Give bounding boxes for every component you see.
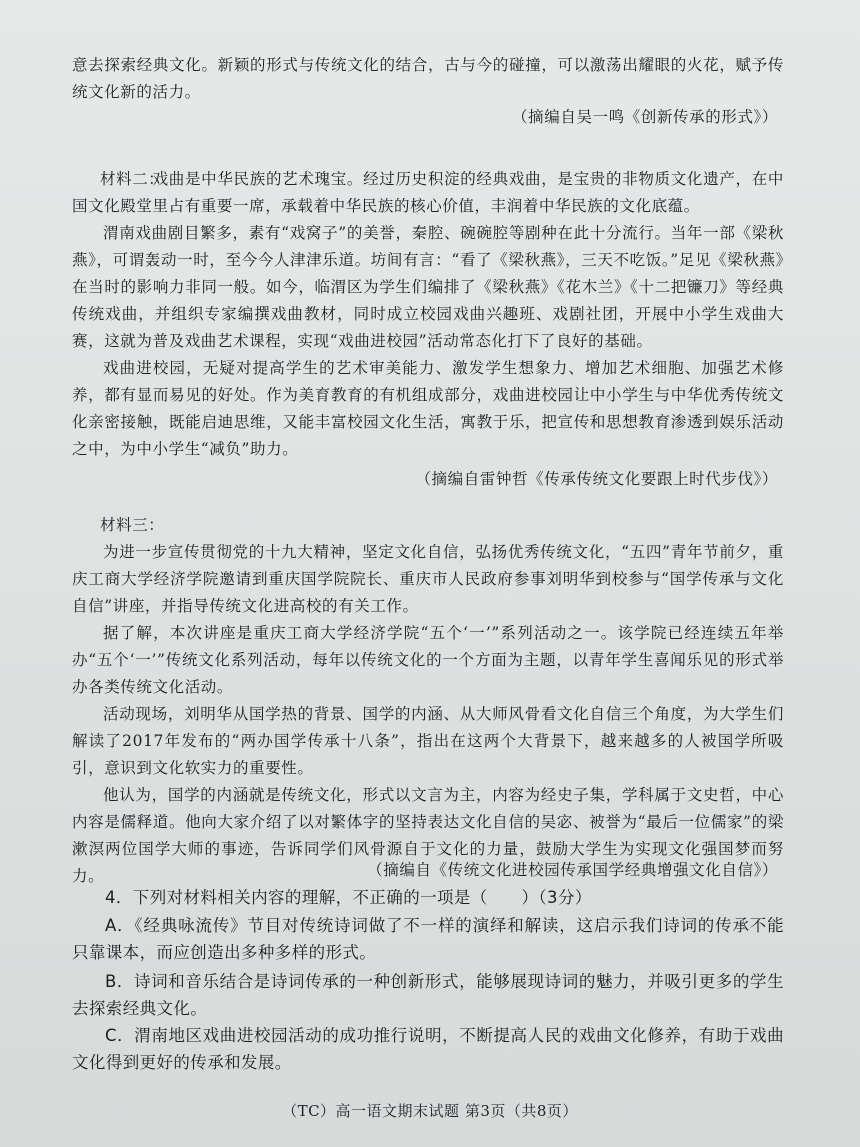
material-3-paragraph-4: 他认为，国学的内涵就是传统文化，形式以文言为主，内容为经史子集，学科属于文史哲，中心内容是儒释道。他向大家介绍了以对繁体字的坚持表达文化自信的吴宓、被誉为“最后一位儒家”的梁漱溟两位国学大师的事迹，告诉同学们风骨源自于文化的力量，鼓励大学生为实现文化强国梦而努力。 bbox=[72, 786, 784, 885]
material-3-paragraph-1: 为进一步宣传贯彻党的十九大精神，坚定文化自信，弘扬优秀传统文化，“五四”青年节前夕，重庆工商大学经济学院邀请到重庆国学院院长、重庆市人民政府参事刘明华到校参与“国学传承与文化自信”讲座，并指导传统文化进高校的有关工作。 bbox=[72, 543, 784, 615]
question-4-stem: 4．下列对材料相关内容的理解，不正确的一项是（ ）（3分） bbox=[105, 888, 592, 907]
question-4-option-c: C．渭南地区戏曲进校园活动的成功推行说明，不断提高人民的戏曲文化修养，有助于戏曲文化得到更好的传承和发展。 bbox=[72, 1026, 784, 1072]
material-3-source: （摘编自《传统文化进校园传承国学经典增强文化自信》） bbox=[367, 861, 778, 879]
material-2-paragraph-1: 戏曲是中华民族的艺术瑰宝。经过历史积淀的经典戏曲，是宝贵的非物质文化遗产，在中国文化殿堂里占有重要一席，承载着中华民族的核心价值，丰润着中华民族的文化底蕴。 bbox=[72, 170, 784, 215]
top-source: （摘编自吴一鸣《创新传承的形式》） bbox=[512, 108, 778, 126]
material-3-label: 材料三： bbox=[100, 516, 165, 534]
question-4-option-a: A．《经典咏流传》节目对传统诗词做了不一样的演绎和解读，这启示我们诗词的传承不能只靠课本，而应创造出多种多样的形式。 bbox=[72, 916, 784, 962]
question-4-option-b: B．诗词和音乐结合是诗词传承的一种创新形式，能够展现诗词的魅力，并吸引更多的学生去探索经典文化。 bbox=[72, 972, 784, 1018]
material-3-paragraph-2: 据了解，本次讲座是重庆工商大学经济学院“五个‘一’”系列活动之一。该学院已经连续五年举办“五个‘一’”传统文化系列活动，每年以传统文化的一个方面为主题，以青年学生喜闻乐见的形式举办各类传统文化活动。 bbox=[72, 624, 784, 696]
material-2-source: （摘编自雷钟哲《传承传统文化要跟上时代步伐》） bbox=[415, 470, 778, 488]
material-2-paragraph-2: 渭南戏曲剧目繁多，素有“戏窝子”的美誉，秦腔、碗碗腔等剧种在此十分流行。当年一部《梁秋燕》，可谓轰动一时，至今今人津津乐道。坊间有言：“看了《梁秋燕》，三天不吃饭。”足见《梁秋燕》在当时的影响力非同一般。如今，临渭区为学生们编排了《梁秋燕》《花木兰》《十二把镰刀》等经典传统戏曲，并组织专家编撰戏曲教材，同时成立校园戏曲兴趣班、戏剧社团，开展中小学生戏曲大赛，这就为普及戏曲艺术课程，实现“戏曲进校园”活动常态化打下了良好的基础。 bbox=[72, 224, 784, 350]
material-3-paragraph-3: 活动现场，刘明华从国学热的背景、国学的内涵、从大师风骨看文化自信三个角度，为大学生们解读了2017年发布的“两办国学传承十八条”，指出在这两个大背景下，越来越多的人被国学所吸引，意识到文化软实力的重要性。 bbox=[72, 705, 784, 777]
top-paragraph: 意去探索经典文化。新颖的形式与传统文化的结合，古与今的碰撞，可以激荡出耀眼的火花，赋予传统文化新的活力。 bbox=[72, 56, 784, 101]
page-footer: （TC）高一语文期末试题 第3页（共8页） bbox=[282, 1102, 578, 1120]
material-2-label: 材料二： bbox=[100, 170, 165, 188]
material-2-paragraph-3: 戏曲进校园，无疑对提高学生的艺术审美能力、激发学生想象力、增加艺术细胞、加强艺术修养，都有显而易见的好处。作为美育教育的有机组成部分，戏曲进校园让中小学生与中华优秀传统文化亲密接触，既能启迪思维，又能丰富校园文化生活，寓教于乐，把宣传和思想教育渗透到娱乐活动之中，为中小学生“减负”助力。 bbox=[72, 359, 784, 458]
